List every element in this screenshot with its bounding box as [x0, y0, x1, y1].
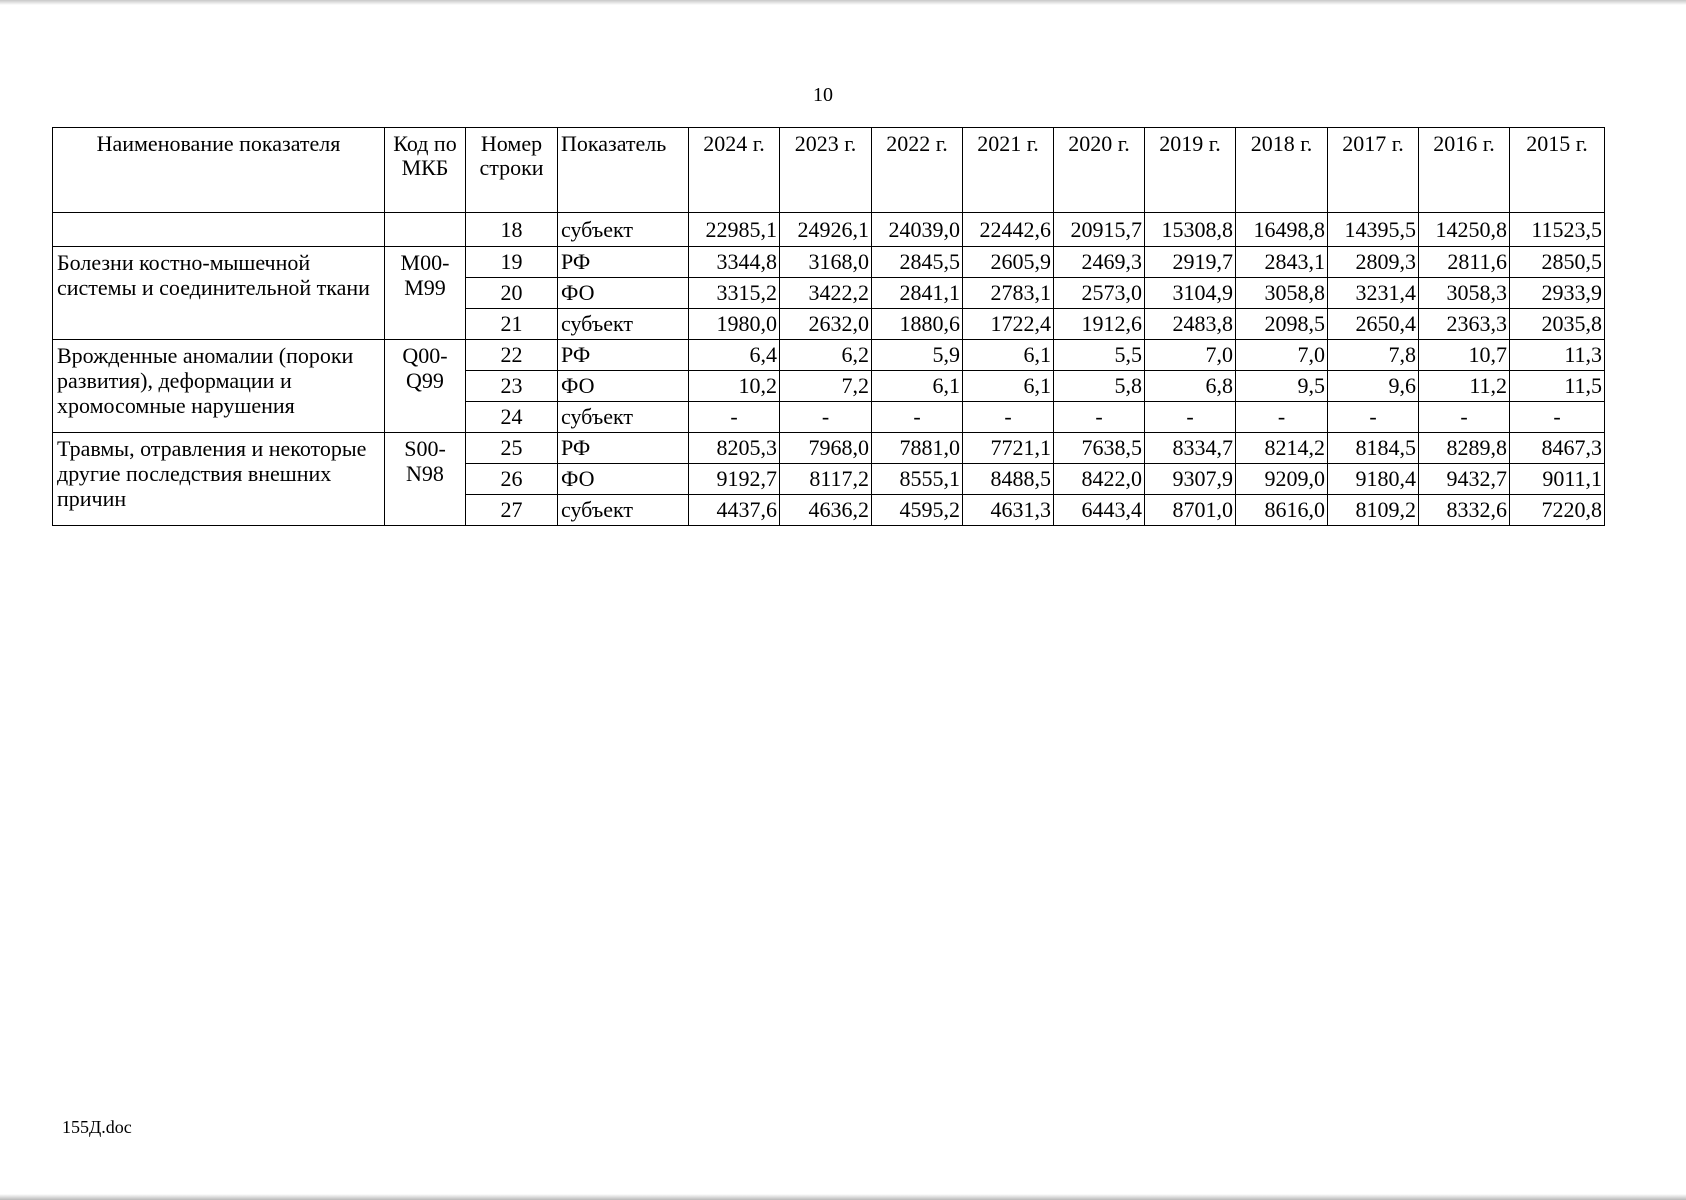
value-cell: 2605,9: [963, 247, 1054, 278]
header-year: 2015 г.: [1510, 128, 1605, 213]
value-cell: 16498,8: [1236, 213, 1328, 247]
value-cell: 6,8: [1145, 371, 1236, 402]
statistics-table: [52, 127, 1605, 526]
header-year: 2022 г.: [872, 128, 963, 213]
row-number-cell: 21: [466, 309, 558, 340]
value-cell: 3168,0: [780, 247, 872, 278]
value-cell: -: [1054, 402, 1145, 433]
header-year: 2023 г.: [780, 128, 872, 213]
value-cell: 3344,8: [689, 247, 780, 278]
value-cell: 2843,1: [1236, 247, 1328, 278]
value-cell: 9,6: [1328, 371, 1419, 402]
value-cell: 2573,0: [1054, 278, 1145, 309]
value-cell: 8616,0: [1236, 495, 1328, 526]
value-cell: 3422,2: [780, 278, 872, 309]
row-number-cell: 23: [466, 371, 558, 402]
value-cell: 6,1: [963, 340, 1054, 371]
value-cell: 8488,5: [963, 464, 1054, 495]
value-cell: 7,0: [1145, 340, 1236, 371]
header-indicator: Показатель: [558, 128, 689, 213]
value-cell: 8701,0: [1145, 495, 1236, 526]
value-cell: 7,2: [780, 371, 872, 402]
value-cell: 1722,4: [963, 309, 1054, 340]
value-cell: 7881,0: [872, 433, 963, 464]
row-number-cell: 24: [466, 402, 558, 433]
page-number: 10: [813, 84, 833, 106]
row-number-cell: 22: [466, 340, 558, 371]
value-cell: 1880,6: [872, 309, 963, 340]
table-header-row: [53, 128, 1605, 213]
value-cell: 6,1: [872, 371, 963, 402]
value-cell: -: [1236, 402, 1328, 433]
value-cell: 7968,0: [780, 433, 872, 464]
value-cell: 8109,2: [1328, 495, 1419, 526]
value-cell: 9307,9: [1145, 464, 1236, 495]
table-row: [53, 213, 1605, 247]
row-number-cell: 25: [466, 433, 558, 464]
value-cell: 7721,1: [963, 433, 1054, 464]
indicator-cell: РФ: [558, 433, 689, 464]
value-cell: 9,5: [1236, 371, 1328, 402]
icd-code-cell: M00-M99: [385, 247, 466, 340]
header-year: 2020 г.: [1054, 128, 1145, 213]
value-cell: 8214,2: [1236, 433, 1328, 464]
indicator-name-cell: Болезни костно-мышечной системы и соединительной ткани: [53, 247, 385, 340]
header-code: Код по МКБ: [385, 128, 466, 213]
value-cell: 2811,6: [1419, 247, 1510, 278]
indicator-cell: ФО: [558, 278, 689, 309]
indicator-cell: ФО: [558, 371, 689, 402]
value-cell: 22985,1: [689, 213, 780, 247]
value-cell: 2098,5: [1236, 309, 1328, 340]
header-row-number: Номер строки: [466, 128, 558, 213]
indicator-cell: РФ: [558, 340, 689, 371]
value-cell: -: [780, 402, 872, 433]
value-cell: 7,8: [1328, 340, 1419, 371]
scan-edge-top: [0, 0, 1686, 5]
table-row: [53, 433, 1605, 464]
value-cell: 3231,4: [1328, 278, 1419, 309]
indicator-cell: субъект: [558, 495, 689, 526]
row-number-cell: 18: [466, 213, 558, 247]
header-year: 2019 г.: [1145, 128, 1236, 213]
value-cell: 6443,4: [1054, 495, 1145, 526]
header-year: 2021 г.: [963, 128, 1054, 213]
value-cell: 2483,8: [1145, 309, 1236, 340]
indicator-name-cell: Врожденные аномалии (пороки развития), деформации и хромосомные нарушения: [53, 340, 385, 433]
value-cell: 1912,6: [1054, 309, 1145, 340]
value-cell: 24926,1: [780, 213, 872, 247]
value-cell: 2933,9: [1510, 278, 1605, 309]
indicator-cell: субъект: [558, 402, 689, 433]
value-cell: 11,2: [1419, 371, 1510, 402]
value-cell: 8205,3: [689, 433, 780, 464]
value-cell: 5,5: [1054, 340, 1145, 371]
indicator-name-cell: [53, 213, 385, 247]
value-cell: 8422,0: [1054, 464, 1145, 495]
value-cell: 2919,7: [1145, 247, 1236, 278]
value-cell: 7638,5: [1054, 433, 1145, 464]
value-cell: 14250,8: [1419, 213, 1510, 247]
row-number-cell: 20: [466, 278, 558, 309]
table-row: [53, 247, 1605, 278]
value-cell: 9432,7: [1419, 464, 1510, 495]
value-cell: 1980,0: [689, 309, 780, 340]
value-cell: 2845,5: [872, 247, 963, 278]
value-cell: 2850,5: [1510, 247, 1605, 278]
header-year: 2018 г.: [1236, 128, 1328, 213]
value-cell: 5,8: [1054, 371, 1145, 402]
value-cell: 7,0: [1236, 340, 1328, 371]
header-year: 2016 г.: [1419, 128, 1510, 213]
value-cell: 9180,4: [1328, 464, 1419, 495]
value-cell: -: [872, 402, 963, 433]
value-cell: -: [1419, 402, 1510, 433]
value-cell: 24039,0: [872, 213, 963, 247]
value-cell: 4437,6: [689, 495, 780, 526]
indicator-name-cell: Травмы, отравления и некоторые другие последствия внешних причин: [53, 433, 385, 526]
value-cell: -: [1328, 402, 1419, 433]
value-cell: 8184,5: [1328, 433, 1419, 464]
header-year: 2017 г.: [1328, 128, 1419, 213]
value-cell: 2469,3: [1054, 247, 1145, 278]
row-number-cell: 27: [466, 495, 558, 526]
value-cell: 7220,8: [1510, 495, 1605, 526]
value-cell: 8117,2: [780, 464, 872, 495]
value-cell: 8467,3: [1510, 433, 1605, 464]
value-cell: 2650,4: [1328, 309, 1419, 340]
value-cell: 2035,8: [1510, 309, 1605, 340]
value-cell: 2783,1: [963, 278, 1054, 309]
value-cell: 5,9: [872, 340, 963, 371]
value-cell: 20915,7: [1054, 213, 1145, 247]
indicator-cell: субъект: [558, 213, 689, 247]
value-cell: -: [1145, 402, 1236, 433]
value-cell: 2632,0: [780, 309, 872, 340]
value-cell: -: [963, 402, 1054, 433]
value-cell: 8334,7: [1145, 433, 1236, 464]
value-cell: 11,3: [1510, 340, 1605, 371]
value-cell: -: [689, 402, 780, 433]
indicator-cell: РФ: [558, 247, 689, 278]
value-cell: 10,7: [1419, 340, 1510, 371]
value-cell: 11,5: [1510, 371, 1605, 402]
icd-code-cell: S00-N98: [385, 433, 466, 526]
value-cell: 9011,1: [1510, 464, 1605, 495]
value-cell: 4595,2: [872, 495, 963, 526]
header-name: Наименование показателя: [53, 128, 385, 213]
row-number-cell: 19: [466, 247, 558, 278]
value-cell: 6,2: [780, 340, 872, 371]
value-cell: 6,4: [689, 340, 780, 371]
table-body: [53, 128, 1605, 526]
value-cell: 3104,9: [1145, 278, 1236, 309]
value-cell: 8289,8: [1419, 433, 1510, 464]
value-cell: 22442,6: [963, 213, 1054, 247]
value-cell: 6,1: [963, 371, 1054, 402]
value-cell: 4631,3: [963, 495, 1054, 526]
value-cell: 15308,8: [1145, 213, 1236, 247]
value-cell: 11523,5: [1510, 213, 1605, 247]
value-cell: 8332,6: [1419, 495, 1510, 526]
value-cell: 3058,8: [1236, 278, 1328, 309]
value-cell: 3058,3: [1419, 278, 1510, 309]
header-year: 2024 г.: [689, 128, 780, 213]
value-cell: 3315,2: [689, 278, 780, 309]
value-cell: 14395,5: [1328, 213, 1419, 247]
value-cell: 2809,3: [1328, 247, 1419, 278]
table-row: [53, 340, 1605, 371]
indicator-cell: ФО: [558, 464, 689, 495]
value-cell: 9209,0: [1236, 464, 1328, 495]
value-cell: 2841,1: [872, 278, 963, 309]
icd-code-cell: Q00-Q99: [385, 340, 466, 433]
row-number-cell: 26: [466, 464, 558, 495]
footer-filename: 155Д.doc: [62, 1117, 132, 1137]
icd-code-cell: [385, 213, 466, 247]
indicator-cell: субъект: [558, 309, 689, 340]
scan-edge-bottom: [0, 1194, 1686, 1200]
value-cell: 9192,7: [689, 464, 780, 495]
value-cell: -: [1510, 402, 1605, 433]
value-cell: 10,2: [689, 371, 780, 402]
value-cell: 2363,3: [1419, 309, 1510, 340]
value-cell: 8555,1: [872, 464, 963, 495]
value-cell: 4636,2: [780, 495, 872, 526]
